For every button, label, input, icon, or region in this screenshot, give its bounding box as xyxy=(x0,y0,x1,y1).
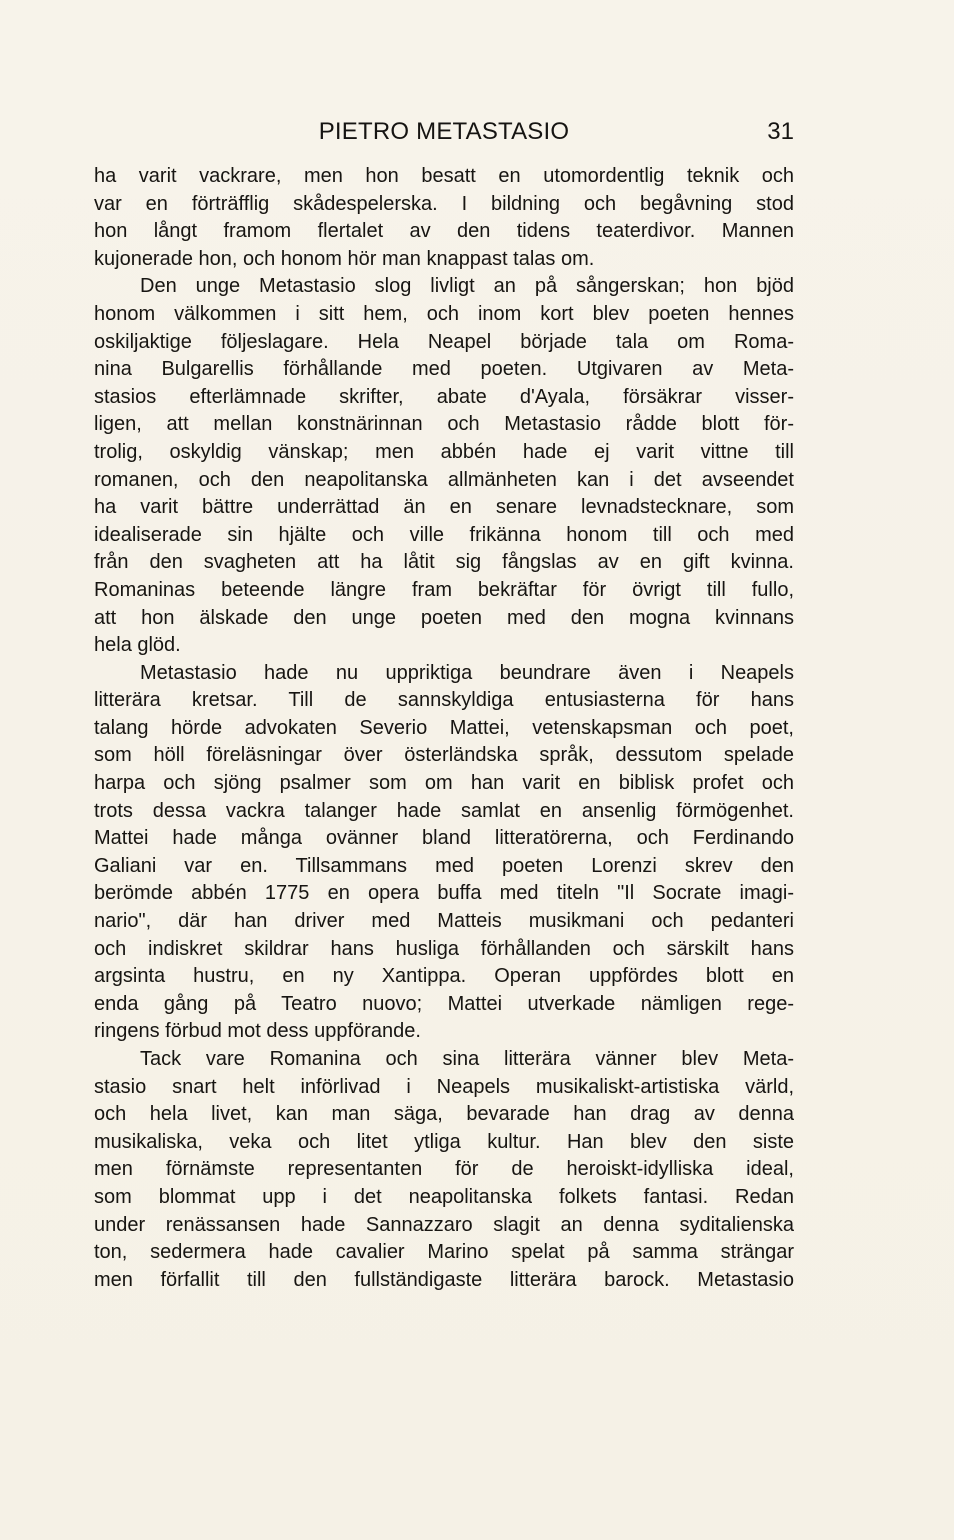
text-line: musikaliska, veka och litet ytliga kultur. Han blev den siste xyxy=(94,1130,794,1153)
text-line: men förfallit till den fullständigaste litterära barock. Metastasio xyxy=(94,1268,794,1291)
text-line: idealiserade sin hjälte och ville frikänna honom till och med xyxy=(94,523,794,546)
text-line: hon långt framom flertalet av den tidens teaterdivor. Mannen xyxy=(94,220,794,243)
text-line: romanen, och den neapolitanska allmänheten kan i det avseendet xyxy=(94,468,794,491)
text-line: som höll föreläsningar över österländska språk, dessutom spelade xyxy=(94,744,794,767)
text-line: att hon älskade den unge poeten med den mogna kvinnans xyxy=(94,606,794,629)
text-line: stasios efterlämnade skrifter, abate d'Ayala, försäkrar visser- xyxy=(94,385,794,408)
text-line: stasio snart helt införlivad i Neapels musikaliskt-artistiska värld, xyxy=(94,1075,794,1098)
paragraph-start-line: Den unge Metastasio slog livligt an på sångerskan; hon bjöd xyxy=(140,275,794,298)
paragraph-start-line: Metastasio hade nu uppriktiga beundrare även i Neapels xyxy=(140,661,794,684)
running-title: PIETRO METASTASIO xyxy=(318,118,570,145)
text-line: och hela livet, kan man säga, bevarade han drag av denna xyxy=(94,1103,794,1126)
text-line: berömde abbén 1775 en opera buffa med titeln "Il Socrate imagi- xyxy=(94,882,794,905)
text-line: talang hörde advokaten Severio Mattei, vetenskapsman och poet, xyxy=(94,716,794,739)
text-line: honom välkommen i sitt hem, och inom kort blev poeten hennes xyxy=(94,302,794,325)
text-line: litterära kretsar. Till de sannskyldiga entusiasterna för hans xyxy=(94,689,794,712)
text-line: harpa och sjöng psalmer som om han varit en biblisk profet och xyxy=(94,772,794,795)
body-text xyxy=(94,163,794,1294)
text-line: argsinta hustru, en ny Xantippa. Operan uppfördes blott en xyxy=(94,965,794,988)
text-line: ton, sedermera hade cavalier Marino spelat på samma strängar xyxy=(94,1241,794,1264)
text-line: nario", där han driver med Matteis musikmani och pedanteri xyxy=(94,910,794,933)
text-line: kujonerade hon, och honom hör man knappast talas om. xyxy=(94,247,595,270)
text-line: Mattei hade många ovänner bland litteratörerna, och Ferdinando xyxy=(94,827,794,850)
text-line: hela glöd. xyxy=(94,634,181,657)
text-line: nina Bulgarellis förhållande med poeten. Utgivaren av Meta- xyxy=(94,358,794,381)
text-line: var en förträfflig skådespelerska. I bildning och begåvning stod xyxy=(94,192,794,215)
text-line: ligen, att mellan konstnärinnan och Metastasio rådde blott för- xyxy=(94,413,794,436)
text-line: under renässansen hade Sannazzaro slagit an denna syditalienska xyxy=(94,1213,794,1236)
text-line: som blommat upp i det neapolitanska folkets fantasi. Redan xyxy=(94,1185,794,1208)
text-line: ha varit bättre underrättad än en senare levnadstecknare, som xyxy=(94,496,794,519)
text-line: från den svagheten att ha låtit sig fångslas av en gift kvinna. xyxy=(94,551,794,574)
paragraph-start-line: Tack vare Romanina och sina litterära vänner blev Meta- xyxy=(140,1048,794,1070)
text-line: ha varit vackrare, men hon besatt en utomordentlig teknik och xyxy=(94,165,794,187)
text-line: trolig, oskyldig vänskap; men abbén hade ej varit vittne till xyxy=(94,440,794,463)
text-line: trots dessa vackra talanger hade samlat en ansenlig förmögenhet. xyxy=(94,799,794,822)
text-line: ringens förbud mot dess uppförande. xyxy=(94,1020,421,1043)
text-line: oskiljaktige följeslagare. Hela Neapel började tala om Roma- xyxy=(94,330,794,353)
text-line: Romaninas beteende längre fram bekräftar för övrigt till fullo, xyxy=(94,578,794,601)
text-line: och indiskret skildrar hans husliga förhållanden och särskilt hans xyxy=(94,937,794,960)
text-line: enda gång på Teatro nuovo; Mattei utverkade nämligen rege- xyxy=(94,992,794,1015)
page-header xyxy=(94,118,794,150)
text-line: Galiani var en. Tillsammans med poeten Lorenzi skrev den xyxy=(94,854,794,877)
page-number: 31 xyxy=(767,118,794,145)
text-line: men förnämste representanten för de heroiskt-idylliska ideal, xyxy=(94,1158,794,1181)
